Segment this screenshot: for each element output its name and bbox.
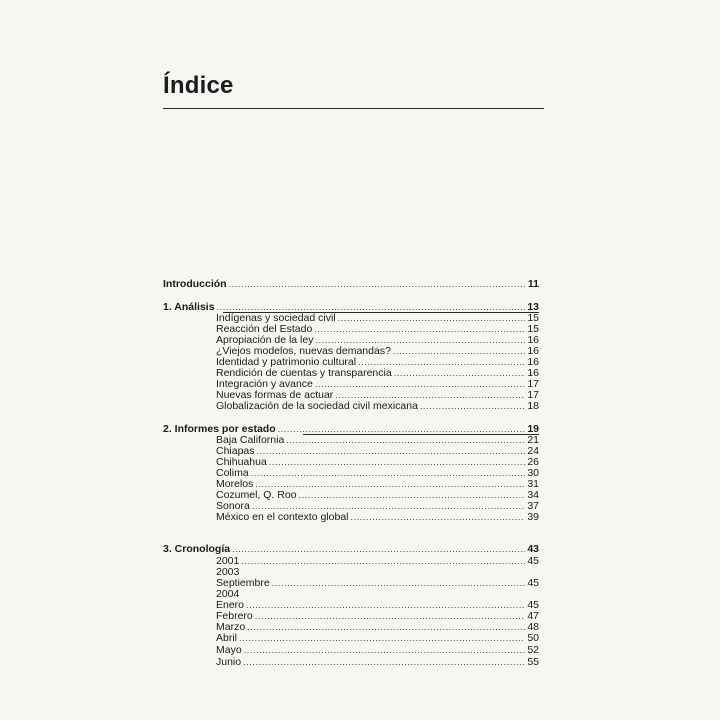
toc-entry-page: 15 <box>527 312 539 324</box>
toc-entry-page: 16 <box>527 345 539 357</box>
toc-entry-label: Colima <box>216 467 249 479</box>
toc-entry-label: Abril <box>216 632 238 644</box>
toc-entry-page: 45 <box>527 577 539 589</box>
toc-entry[interactable] <box>216 577 539 589</box>
toc-entry-label: Introducción <box>163 278 227 290</box>
leader-dots <box>232 543 525 555</box>
toc-entry-page: 52 <box>527 644 539 656</box>
toc-entry-label: Nuevas formas de actuar <box>216 389 334 401</box>
toc-year-heading: 2004 <box>216 588 240 600</box>
toc-section-label: 1. Análisis <box>163 301 215 313</box>
leader-dots <box>229 278 526 290</box>
toc-entry-page: 24 <box>527 445 539 457</box>
toc-entry-page: 17 <box>527 389 539 401</box>
toc-entry-page: 31 <box>527 478 539 490</box>
toc-entry-label: Mayo <box>216 644 242 656</box>
toc-entry-label: Identidad y patrimonio cultural <box>216 356 357 368</box>
toc-entry[interactable] <box>216 511 539 523</box>
toc-entry-label: Enero <box>216 599 245 611</box>
toc-entry-label: ¿Viejos modelos, nuevas demandas? <box>216 345 391 357</box>
toc-entry-label: Baja California <box>216 434 285 446</box>
toc-entry-page: 50 <box>527 632 539 644</box>
toc-entry-page: 17 <box>527 378 539 390</box>
leader-dots <box>244 644 526 656</box>
toc-entry-label: Rendición de cuentas y transparencia <box>216 367 392 379</box>
toc-entry-label: Sonora <box>216 500 250 512</box>
title-divider <box>163 108 544 109</box>
toc-section-page: 43 <box>527 543 539 555</box>
toc-entry-label: Chiapas <box>216 445 255 457</box>
leader-dots <box>351 511 526 523</box>
toc-section-page: 19 <box>527 423 539 435</box>
toc-entry-label: Indígenas y sociedad civil <box>216 312 336 324</box>
leader-dots <box>272 577 526 589</box>
toc-entry-page: 45 <box>527 555 539 567</box>
toc-section-page: 13 <box>527 301 539 313</box>
toc-entry-page: 16 <box>527 356 539 368</box>
toc-entry-label: Integración y avance <box>216 378 313 390</box>
toc-entry-page: 37 <box>527 500 539 512</box>
toc-section-cronologia[interactable] <box>163 543 539 555</box>
toc-entry-page: 45 <box>527 599 539 611</box>
leader-dots <box>241 555 525 567</box>
toc-entry-introduccion[interactable] <box>163 278 539 290</box>
toc-entry[interactable] <box>216 400 539 412</box>
toc-entry-page: 18 <box>527 400 539 412</box>
toc-entry-label: Febrero <box>216 610 253 622</box>
toc-entry-label: Septiembre <box>216 577 270 589</box>
page-title: Índice <box>163 72 234 99</box>
toc-entry[interactable] <box>216 555 539 567</box>
toc-entry-page: 48 <box>527 621 539 633</box>
toc-entry-page: 30 <box>527 467 539 479</box>
toc-entry-page: 55 <box>527 656 539 668</box>
toc-entry-label: 2001 <box>216 555 240 567</box>
toc-entry[interactable] <box>216 644 539 656</box>
toc-entry-label: Apropiación de la ley <box>216 334 314 346</box>
toc-entry-page: 26 <box>527 456 539 468</box>
toc-entry-page: 34 <box>527 489 539 501</box>
toc-section-label: 2. Informes por estado <box>163 423 276 435</box>
toc-entry-page: 16 <box>527 334 539 346</box>
toc-entry-page: 15 <box>527 323 539 335</box>
toc-entry[interactable] <box>216 632 539 644</box>
toc-year-heading: 2003 <box>216 566 240 578</box>
leader-dots <box>239 632 525 644</box>
toc-entry-label: Reacción del Estado <box>216 323 313 335</box>
leader-dots <box>420 400 525 412</box>
toc-entry-page: 39 <box>527 511 539 523</box>
leader-dots <box>243 656 525 668</box>
toc-entry-label: Cozumel, Q. Roo <box>216 489 297 501</box>
toc-entry-label: Globalización de la sociedad civil mexicana <box>216 400 418 412</box>
toc-entry-label: México en el contexto global <box>216 511 349 523</box>
toc-entry[interactable] <box>216 656 539 668</box>
toc-entry-label: Chihuahua <box>216 456 267 468</box>
toc-entry-label: Morelos <box>216 478 254 490</box>
toc-entry-page: 21 <box>527 434 539 446</box>
toc-entry-page: 47 <box>527 610 539 622</box>
toc-entry-page: 16 <box>527 367 539 379</box>
toc-entry-label: Marzo <box>216 621 246 633</box>
toc-section-label: 3. Cronología <box>163 543 231 555</box>
toc-entry-label: Junio <box>216 656 242 668</box>
toc-entry-page: 11 <box>527 278 539 290</box>
